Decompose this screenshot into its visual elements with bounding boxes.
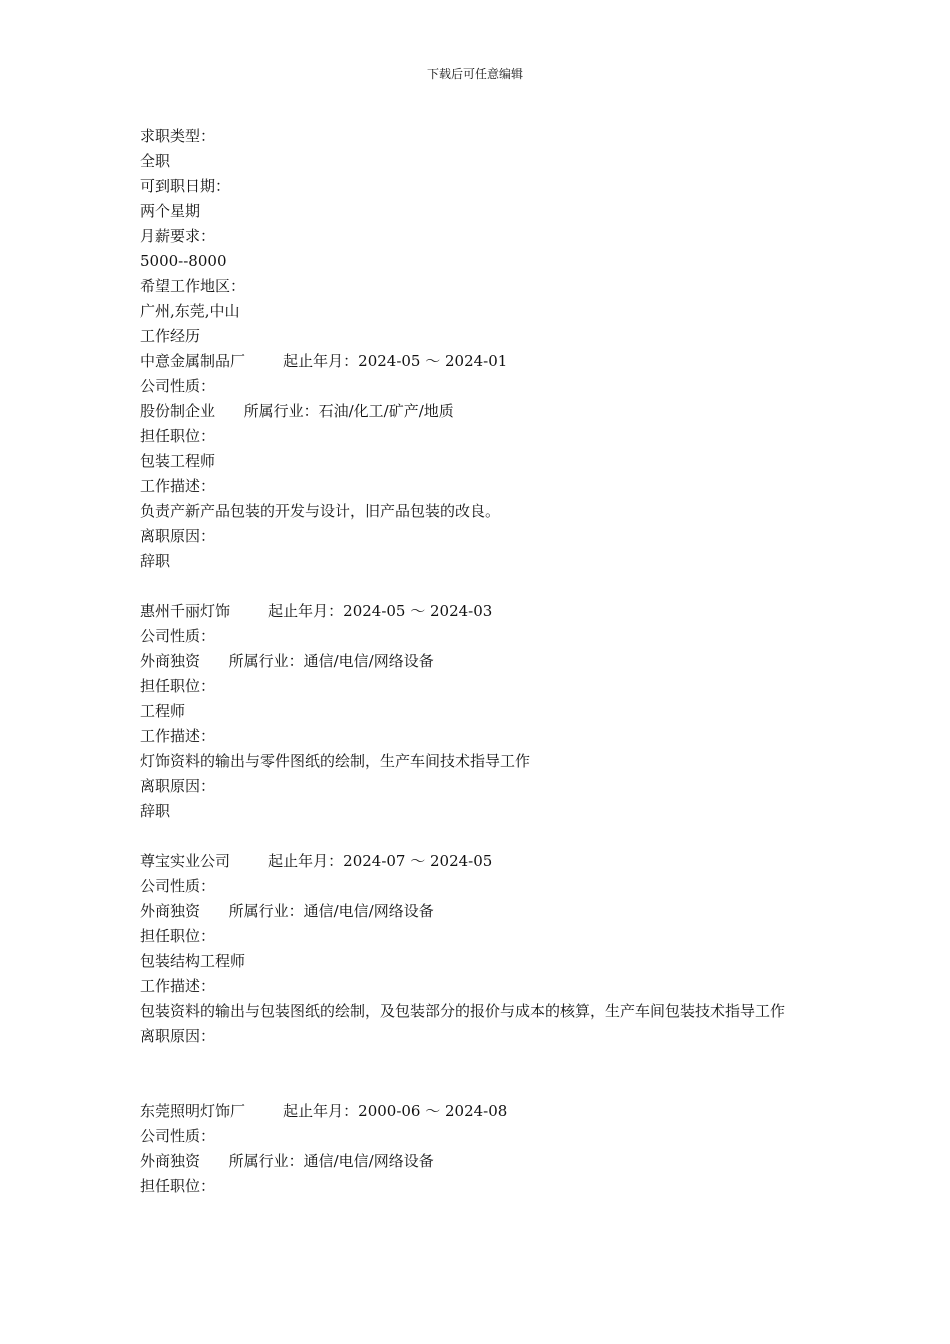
description-label: 工作描述： xyxy=(140,477,216,495)
leave-reason-value: 辞职 xyxy=(140,802,171,820)
job-type-value: 全职 xyxy=(140,152,171,170)
company-nature-line: 外商独资 所属行业：通信/电信/网络设备 xyxy=(140,902,434,920)
description-value: 包装资料的输出与包装图纸的绘制，及包装部分的报价与成本的核算，生产车间包装技术指导工作 xyxy=(140,1002,786,1020)
company-line: 东莞照明灯饰厂 起止年月：2000-06 ～ 2024-08 xyxy=(140,1102,508,1120)
available-date-label: 可到职日期： xyxy=(140,177,231,195)
position-value: 包装工程师 xyxy=(140,452,216,470)
position-value: 包装结构工程师 xyxy=(140,952,246,970)
leave-reason-value: 辞职 xyxy=(140,552,171,570)
company-nature-label: 公司性质： xyxy=(140,377,216,395)
leave-reason-label: 离职原因： xyxy=(140,777,216,795)
company-nature-label: 公司性质： xyxy=(140,627,216,645)
page-header: 下载后可任意编辑 xyxy=(426,67,523,81)
job-entry xyxy=(140,849,820,1049)
leave-reason-label: 离职原因： xyxy=(140,1027,216,1045)
description-value: 灯饰资料的输出与零件图纸的绘制，生产车间技术指导工作 xyxy=(140,752,531,770)
company-line: 尊宝实业公司 起止年月：2024-07 ～ 2024-05 xyxy=(140,852,493,870)
location-label: 希望工作地区： xyxy=(140,277,246,295)
position-label: 担任职位： xyxy=(140,427,216,445)
company-nature-label: 公司性质： xyxy=(140,877,216,895)
job-entry xyxy=(140,1099,820,1199)
position-label: 担任职位： xyxy=(140,677,216,695)
company-nature-label: 公司性质： xyxy=(140,1127,216,1145)
resume-content xyxy=(140,124,820,1199)
spacer xyxy=(140,824,820,849)
available-date-value: 两个星期 xyxy=(140,202,201,220)
job-entry xyxy=(140,349,820,574)
company-nature-line: 外商独资 所属行业：通信/电信/网络设备 xyxy=(140,1152,434,1170)
company-line: 惠州千丽灯饰 起止年月：2024-05 ～ 2024-03 xyxy=(140,602,493,620)
spacer xyxy=(140,1049,820,1099)
position-label: 担任职位： xyxy=(140,1177,216,1195)
spacer xyxy=(140,574,820,599)
description-value: 负责产新产品包装的开发与设计，旧产品包装的改良。 xyxy=(140,502,501,520)
salary-label: 月薪要求： xyxy=(140,227,216,245)
description-label: 工作描述： xyxy=(140,977,216,995)
location-value: 广州,东莞,中山 xyxy=(140,302,240,320)
leave-reason-label: 离职原因： xyxy=(140,527,216,545)
description-label: 工作描述： xyxy=(140,727,216,745)
company-nature-line: 股份制企业 所属行业：石油/化工/矿产/地质 xyxy=(140,402,454,420)
job-entry xyxy=(140,599,820,824)
experience-section-title: 工作经历 xyxy=(140,327,201,345)
company-nature-line: 外商独资 所属行业：通信/电信/网络设备 xyxy=(140,652,434,670)
position-value: 工程师 xyxy=(140,702,186,720)
position-label: 担任职位： xyxy=(140,927,216,945)
company-line: 中意金属制品厂 起止年月：2024-05 ～ 2024-01 xyxy=(140,352,508,370)
salary-value: 5000--8000 xyxy=(140,252,227,270)
job-type-label: 求职类型： xyxy=(140,127,216,145)
